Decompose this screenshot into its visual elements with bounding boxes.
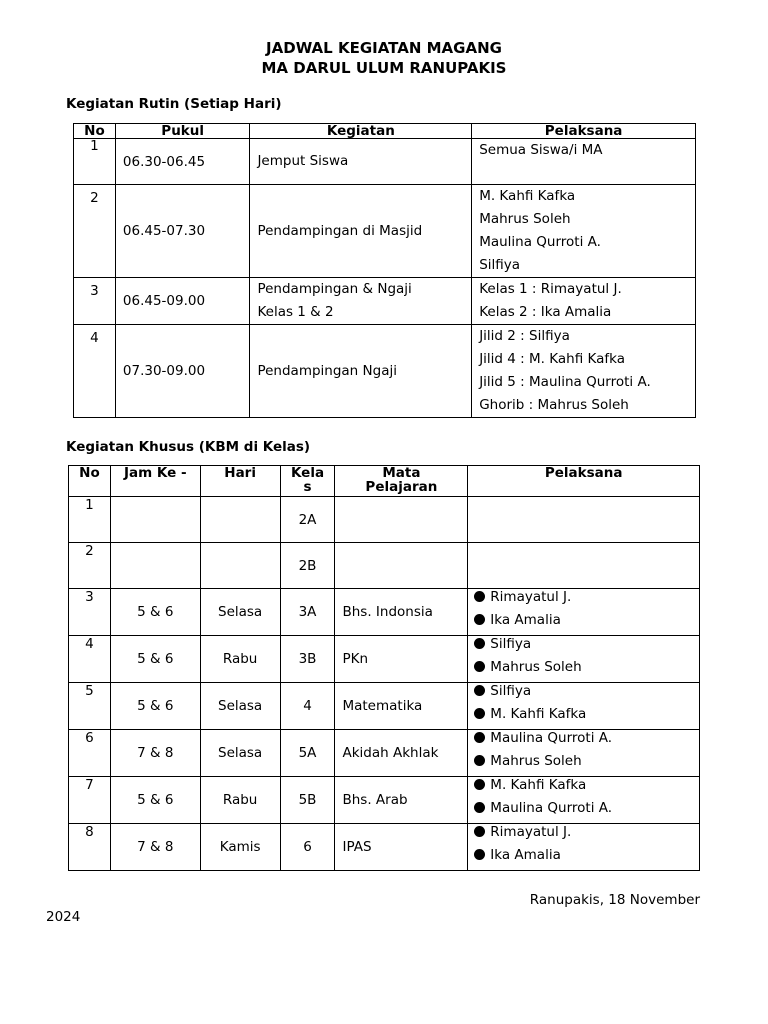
row-kegiatan: [250, 139, 472, 185]
row-no: 8: [69, 824, 111, 871]
row-pelaksana: [472, 325, 696, 418]
special-section-title: Kegiatan Khusus (KBM di Kelas): [66, 439, 311, 455]
bullet-icon: [474, 638, 485, 649]
row-pelaksana: [472, 185, 696, 278]
pelaksana-item: [468, 777, 699, 800]
row-no: 1: [69, 497, 111, 543]
row-hari: Selasa: [200, 589, 280, 636]
row-no: 3: [74, 278, 116, 325]
row-hari: Rabu: [200, 777, 280, 824]
pelaksana-name: Mahrus Soleh: [490, 753, 582, 769]
special-header-row: [69, 466, 700, 497]
pelaksana-name: Silfiya: [490, 636, 532, 652]
special-row: [69, 777, 700, 824]
special-row: [69, 683, 700, 730]
pelaksana-item: [468, 706, 699, 729]
place-date-line-2: 2024: [46, 909, 81, 925]
row-no: 3: [69, 589, 111, 636]
col-kelas-line-1: Kela: [290, 465, 325, 481]
pelaksana-line: Semua Siswa/i MA: [479, 142, 603, 158]
row-no: 1: [74, 139, 116, 185]
row-mapel: Bhs. Arab: [335, 777, 468, 824]
row-jam: 7 & 8: [110, 824, 200, 871]
bullet-icon: [474, 685, 485, 696]
pelaksana-line: Kelas 2 : Ika Amalia: [479, 304, 612, 320]
routine-header-row: [74, 124, 696, 139]
row-pelaksana: [468, 589, 700, 636]
row-jam: 5 & 6: [110, 636, 200, 683]
row-pelaksana: [468, 824, 700, 871]
pelaksana-line: Jilid 2 : Silfiya: [479, 328, 570, 344]
row-kegiatan: [250, 278, 472, 325]
bullet-icon: [474, 802, 485, 813]
pelaksana-item: [468, 636, 699, 659]
col-jam: Jam Ke -: [110, 466, 200, 497]
col-pelaksana: Pelaksana: [472, 124, 696, 139]
kegiatan-line: Jemput Siswa: [257, 153, 349, 169]
row-jam: 5 & 6: [110, 589, 200, 636]
col-hari: Hari: [200, 466, 280, 497]
kegiatan-line: Kelas 1 & 2: [257, 304, 334, 320]
routine-section-title: Kegiatan Rutin (Setiap Hari): [66, 96, 282, 112]
row-jam: 5 & 6: [110, 683, 200, 730]
col-kelas: [280, 466, 335, 497]
special-row: [69, 730, 700, 777]
routine-row: [74, 325, 696, 418]
row-mapel: IPAS: [335, 824, 468, 871]
row-pelaksana: [468, 777, 700, 824]
bullet-icon: [474, 826, 485, 837]
pelaksana-item: [468, 847, 699, 870]
pelaksana-name: Ika Amalia: [490, 612, 561, 628]
row-hari: [200, 543, 280, 589]
bullet-icon: [474, 732, 485, 743]
special-row: [69, 589, 700, 636]
row-no: 2: [69, 543, 111, 589]
row-no: 4: [69, 636, 111, 683]
special-row: [69, 824, 700, 871]
col-no: No: [74, 124, 116, 139]
place-date-line-1: Ranupakis, 18 November: [529, 892, 700, 908]
row-hari: Kamis: [200, 824, 280, 871]
routine-body: [74, 139, 696, 418]
document-title: [0, 38, 768, 78]
row-kegiatan: [250, 185, 472, 278]
special-table: [68, 465, 700, 871]
pelaksana-item: [468, 753, 699, 776]
bullet-icon: [474, 779, 485, 790]
row-kelas: 5B: [280, 777, 335, 824]
row-pelaksana: [468, 730, 700, 777]
row-kelas: 2A: [280, 497, 335, 543]
pelaksana-item: [468, 612, 699, 635]
pelaksana-item: [468, 824, 699, 847]
title-line-1: JADWAL KEGIATAN MAGANG: [266, 39, 502, 57]
special-row: [69, 636, 700, 683]
pelaksana-item: [468, 730, 699, 753]
row-jam: 7 & 8: [110, 730, 200, 777]
bullet-icon: [474, 849, 485, 860]
pelaksana-item: [468, 800, 699, 823]
pelaksana-line: Ghorib : Mahrus Soleh: [479, 397, 629, 413]
row-kelas: 5A: [280, 730, 335, 777]
col-mapel-line-2: Pelajaran: [365, 479, 438, 495]
bullet-icon: [474, 708, 485, 719]
col-pelaksana: Pelaksana: [468, 466, 700, 497]
row-hari: [200, 497, 280, 543]
row-pelaksana: [472, 139, 696, 185]
row-jam: [110, 497, 200, 543]
pelaksana-line: Kelas 1 : Rimayatul J.: [479, 281, 622, 297]
row-pelaksana: [468, 683, 700, 730]
row-pelaksana: [468, 636, 700, 683]
col-mapel-line-1: Mata: [382, 465, 421, 481]
routine-table: [73, 123, 696, 418]
pelaksana-line: Mahrus Soleh: [479, 211, 571, 227]
col-kelas-line-2: s: [303, 479, 312, 495]
pelaksana-name: Mahrus Soleh: [490, 659, 582, 675]
pelaksana-item: [468, 659, 699, 682]
col-kegiatan: Kegiatan: [250, 124, 472, 139]
col-no: No: [69, 466, 111, 497]
pelaksana-name: M. Kahfi Kafka: [490, 777, 587, 793]
pelaksana-name: Ika Amalia: [490, 847, 561, 863]
row-mapel: Matematika: [335, 683, 468, 730]
kegiatan-line: Pendampingan & Ngaji: [257, 281, 412, 297]
routine-row: [74, 185, 696, 278]
row-kelas: 2B: [280, 543, 335, 589]
kegiatan-line: Pendampingan Ngaji: [257, 362, 397, 379]
row-mapel: PKn: [335, 636, 468, 683]
row-kelas: 6: [280, 824, 335, 871]
row-kelas: 3B: [280, 636, 335, 683]
pelaksana-item: [468, 683, 699, 706]
row-hari: Selasa: [200, 683, 280, 730]
row-hari: Rabu: [200, 636, 280, 683]
row-no: 4: [74, 325, 116, 418]
row-pelaksana: [468, 543, 700, 589]
special-row: [69, 497, 700, 543]
row-pukul: 07.30-09.00: [115, 325, 250, 418]
pelaksana-name: Rimayatul J.: [490, 824, 572, 840]
row-pukul: 06.45-09.00: [115, 278, 250, 325]
bullet-icon: [474, 591, 485, 602]
row-pelaksana: [472, 278, 696, 325]
pelaksana-name: Maulina Qurroti A.: [490, 730, 613, 746]
pelaksana-name: Rimayatul J.: [490, 589, 572, 605]
row-jam: [110, 543, 200, 589]
bullet-icon: [474, 755, 485, 766]
row-no: 5: [69, 683, 111, 730]
row-hari: Selasa: [200, 730, 280, 777]
row-no: 2: [74, 185, 116, 278]
row-pelaksana: [468, 497, 700, 543]
row-mapel: Akidah Akhlak: [335, 730, 468, 777]
row-kelas: 4: [280, 683, 335, 730]
title-line-2: MA DARUL ULUM RANUPAKIS: [261, 59, 507, 77]
pelaksana-line: M. Kahfi Kafka: [479, 188, 576, 204]
row-kelas: 3A: [280, 589, 335, 636]
pelaksana-item: [468, 589, 699, 612]
row-kegiatan: [250, 325, 472, 418]
special-row: [69, 543, 700, 589]
bullet-icon: [474, 661, 485, 672]
row-mapel: Bhs. Indonsia: [335, 589, 468, 636]
routine-row: [74, 139, 696, 185]
pelaksana-line: Maulina Qurroti A.: [479, 234, 601, 250]
row-pukul: 06.45-07.30: [115, 185, 250, 278]
pelaksana-name: Maulina Qurroti A.: [490, 800, 613, 816]
row-jam: 5 & 6: [110, 777, 200, 824]
row-pukul: 06.30-06.45: [115, 139, 250, 185]
col-pukul: Pukul: [115, 124, 250, 139]
row-mapel: [335, 543, 468, 589]
col-mapel: [335, 466, 468, 497]
routine-row: [74, 278, 696, 325]
pelaksana-line: Jilid 4 : M. Kahfi Kafka: [479, 351, 625, 367]
kegiatan-line: Pendampingan di Masjid: [257, 222, 423, 239]
bullet-icon: [474, 614, 485, 625]
row-no: 6: [69, 730, 111, 777]
row-no: 7: [69, 777, 111, 824]
pelaksana-line: Jilid 5 : Maulina Qurroti A.: [479, 374, 651, 390]
special-body: [69, 497, 700, 871]
pelaksana-name: M. Kahfi Kafka: [490, 706, 587, 722]
pelaksana-line: Silfiya: [479, 257, 521, 273]
pelaksana-name: Silfiya: [490, 683, 532, 699]
row-mapel: [335, 497, 468, 543]
